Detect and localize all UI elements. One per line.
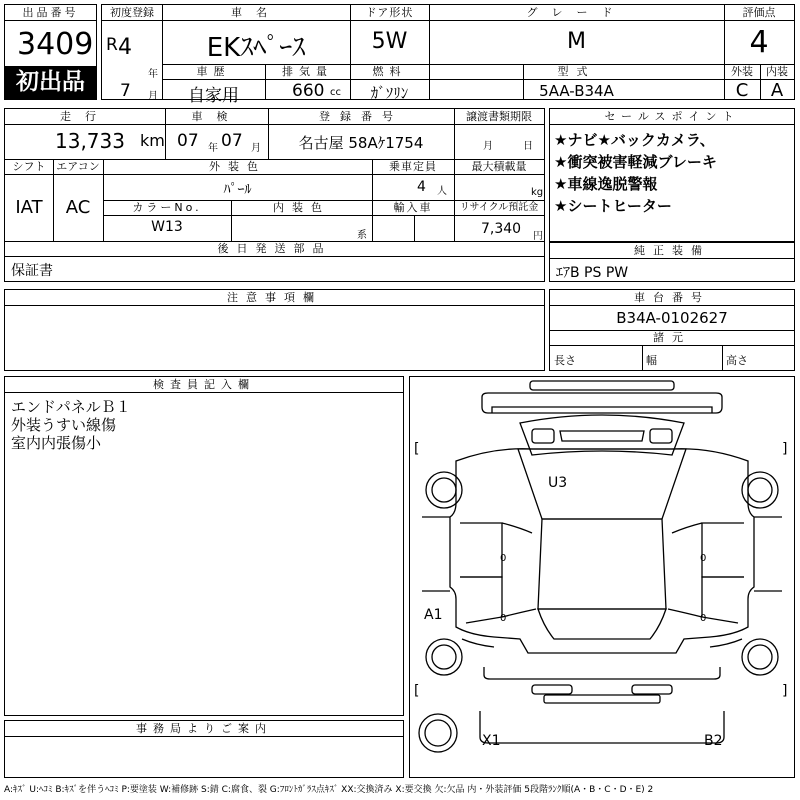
reg-number: 名古屋 58Aｹ1754 — [298, 134, 424, 152]
ext-color-header: 外装色 — [209, 160, 266, 173]
int-header: 内装 — [766, 65, 788, 78]
dims-header: 諸元 — [653, 331, 691, 344]
car-diagram-box — [409, 376, 795, 778]
aircon: AC — [65, 197, 91, 218]
sales-point-item: ★シートヒーター — [554, 197, 672, 215]
fuel: ｶﾞｿﾘﾝ — [370, 84, 409, 102]
door-header: ドア形状 — [365, 6, 414, 19]
reg-number-header: 登録番号 — [319, 110, 403, 123]
vehicle-detail-grid — [4, 108, 545, 282]
color-no-header: カラーNo. — [132, 201, 202, 214]
sales-point-item: ★車線逸脱警報 — [554, 175, 658, 193]
bracket-right-top: ] — [782, 441, 788, 457]
rear-window — [538, 609, 666, 639]
capacity: 4 — [417, 179, 426, 195]
reg-year: 4 — [118, 35, 132, 60]
front-bumper — [482, 393, 722, 413]
score-header: 評価点 — [742, 6, 776, 19]
max-load-header: 最大積載量 — [471, 160, 527, 173]
height-label: 高さ — [726, 354, 748, 367]
mark-x1: X1 — [482, 733, 501, 749]
zero-mark: 0 — [500, 613, 507, 624]
inspector-box — [4, 376, 404, 716]
model-header: 型式 — [557, 65, 596, 78]
history-header: 車歴 — [196, 65, 231, 78]
ext-color: ﾊﾟｰﾙ — [223, 182, 252, 198]
displacement-header: 排気量 — [282, 65, 333, 78]
width-label: 幅 — [646, 354, 657, 367]
bracket-left-top: [ — [414, 441, 420, 457]
legend: A:ｷｽﾞ U:ﾍｺﾐ B:ｷｽﾞを伴うﾍｺﾐ P:要塗装 W:補修跡 S:錆 C:腐食、裂 G:ﾌﾛﾝﾄｶﾞﾗｽ点ｷｽﾞ XX:交換済み X:要交換 欠:欠品 内・外装評価 5段階ﾗﾝｸ順(A・B・C・D・E) 2 — [4, 785, 654, 795]
body-outline — [450, 449, 754, 653]
first-listing-badge: 初出品 — [5, 66, 96, 99]
max-load-unit: kg — [531, 187, 544, 198]
score: 4 — [749, 25, 769, 60]
chassis-number: B34A-0102627 — [616, 309, 728, 327]
shift-header: シフト — [12, 160, 46, 173]
era: R — [106, 35, 118, 55]
grade-header: グレード — [526, 6, 627, 19]
month-unit: 月 — [148, 91, 158, 102]
capacity-header: 乗車定員 — [389, 160, 437, 173]
transfer-day: 日 — [523, 141, 533, 152]
listing-number: 3409 — [17, 27, 94, 62]
inspector-note: 外装うすい線傷 — [11, 416, 117, 434]
first-reg-header: 初度登録 — [110, 6, 154, 19]
cc-unit: cc — [330, 87, 341, 98]
yen-unit: 円 — [533, 231, 543, 242]
int-grade: A — [770, 80, 784, 101]
length-label: 長さ — [554, 354, 576, 367]
transfer-deadline-header: 譲渡書類期限 — [466, 110, 532, 123]
office-box — [4, 720, 404, 778]
top-strip — [530, 381, 674, 390]
import-header: 輸入車 — [393, 201, 433, 214]
recycle-deposit: 7,340 — [481, 221, 522, 237]
sales-points-box — [549, 108, 795, 242]
car-name: EKｽﾍﾟｰｽ — [206, 33, 306, 63]
windshield — [518, 449, 686, 519]
car-name-header: 車名 — [231, 6, 281, 19]
capacity-unit: 人 — [437, 186, 447, 197]
shift: IAT — [15, 197, 43, 218]
bracket-right-bottom: ] — [782, 683, 788, 699]
notes-box — [4, 289, 545, 371]
zero-mark: 0 — [700, 553, 707, 564]
grade: M — [567, 29, 586, 54]
mileage-header: 走行 — [60, 110, 110, 123]
mark-b2: B2 — [704, 733, 723, 749]
inspector-note: エンドパネルＢ１ — [11, 398, 131, 416]
inspection-year-unit: 年 — [208, 143, 218, 154]
mark-a1: A1 — [424, 607, 443, 623]
inspection-month: 07 — [221, 131, 243, 151]
km-unit: km — [140, 131, 165, 150]
ext-header: 外装 — [731, 65, 753, 78]
vehicle-info-row — [101, 4, 795, 106]
sales-points-header: セールスポイント — [604, 110, 740, 123]
mark-u3: U3 — [548, 475, 568, 491]
bracket-left-bottom: [ — [414, 683, 420, 699]
year-unit: 年 — [148, 69, 158, 80]
chassis-box — [549, 289, 795, 371]
accessories-header: 後日発送部品 — [217, 242, 332, 255]
displacement: 660 — [292, 81, 325, 101]
sales-point-item: ★ナビ★バックカメラ、 — [554, 131, 715, 149]
inspector-header: 検査員記入欄 — [153, 378, 255, 391]
inspection-header: 車検 — [191, 110, 242, 123]
office-header: 事務局よりご案内 — [136, 722, 272, 735]
history: 自家用 — [188, 86, 239, 106]
chassis-header: 車台番号 — [634, 291, 710, 304]
recycle-header: リサイクル預託金 — [459, 202, 539, 213]
int-color-header: 内装色 — [273, 201, 330, 214]
ext-grade: C — [735, 80, 749, 101]
model: 5AA-B34A — [539, 82, 614, 100]
accessories: 保証書 — [11, 263, 53, 279]
genuine-equipment-box — [549, 242, 795, 282]
int-color-unit: 系 — [357, 230, 367, 241]
transfer-month: 月 — [483, 141, 493, 152]
car-diagram — [410, 377, 794, 777]
roof — [538, 519, 666, 609]
rear-bumper — [484, 667, 720, 679]
fuel-header: 燃料 — [372, 65, 407, 78]
inspector-note: 室内内張傷小 — [11, 434, 102, 452]
mileage: 13,733 — [55, 129, 125, 153]
inspection-month-unit: 月 — [251, 143, 261, 154]
inspection-year: 07 — [177, 131, 199, 151]
aircon-header: エアコン — [56, 160, 100, 173]
listing-number-box — [4, 4, 97, 100]
genuine-equipment: ｴｱB PS PW — [556, 265, 629, 281]
door-type: 5W — [371, 29, 408, 54]
listing-number-header: 出品番号 — [22, 6, 79, 19]
zero-mark: 0 — [700, 613, 707, 624]
zero-mark: 0 — [500, 553, 507, 564]
rear-panel — [480, 711, 724, 743]
sales-point-item: ★衝突被害軽減ブレーキ — [554, 153, 717, 171]
notes-header: 注意事項欄 — [227, 291, 322, 304]
genuine-equipment-header: 純正装備 — [634, 244, 710, 257]
color-no: W13 — [151, 219, 183, 235]
reg-month: 7 — [120, 81, 131, 101]
